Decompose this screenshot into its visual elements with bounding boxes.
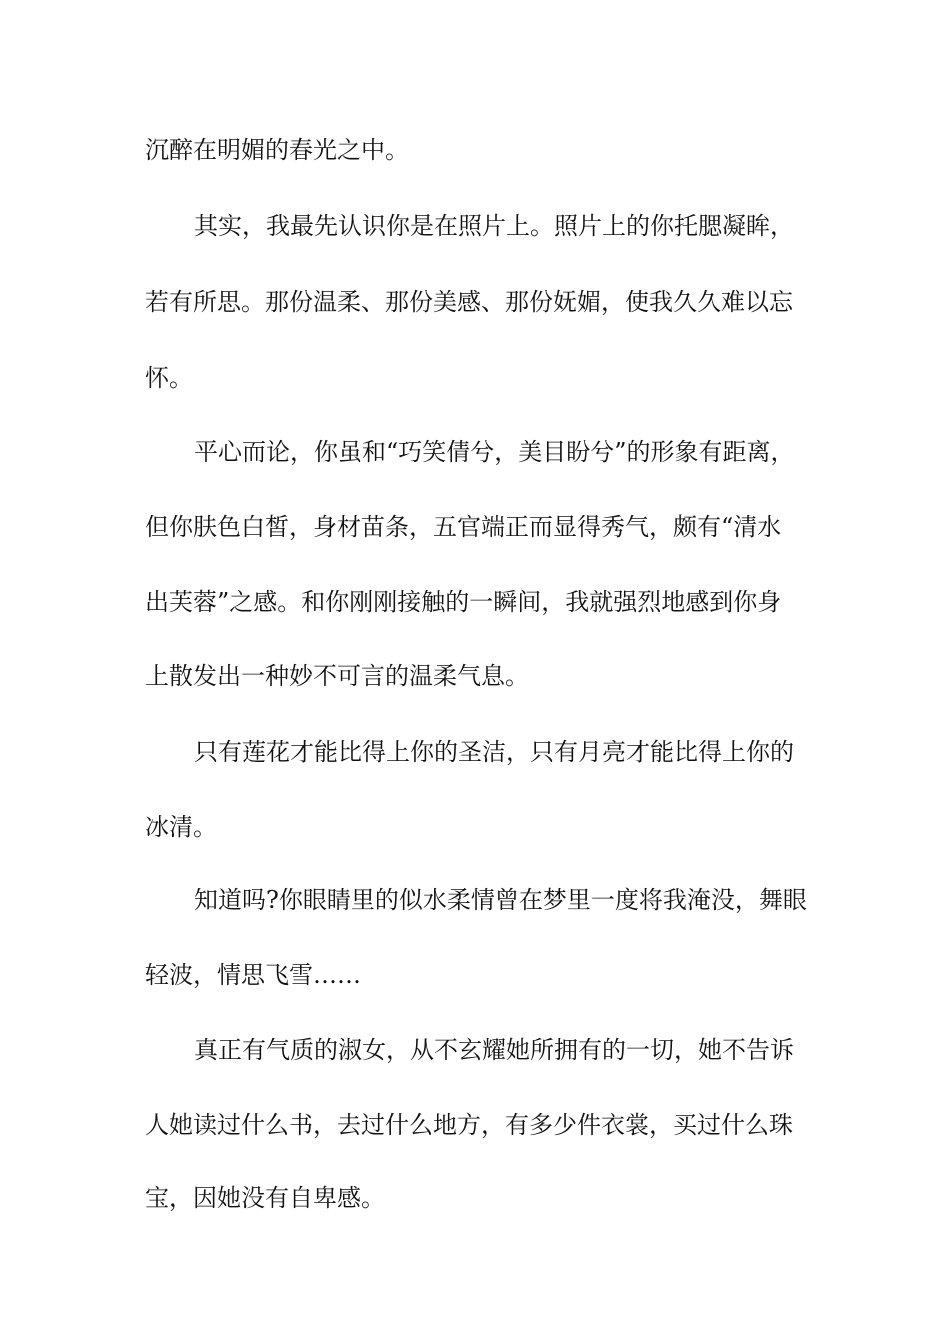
text-line: 但你肤色白皙，身材苗条，五官端正而显得秀气，颇有“清水 bbox=[145, 513, 782, 541]
text-line: 上散发出一种妙不可言的温柔气息。 bbox=[145, 662, 529, 690]
text-line: 出芙蓉”之感。和你刚刚接触的一瞬间，我就强烈地感到你身 bbox=[145, 588, 782, 616]
text-line: 人她读过什么书，去过什么地方，有多少件衣裳，买过什么珠 bbox=[145, 1111, 793, 1139]
text-line: 怀。 bbox=[145, 364, 193, 392]
text-line: 只有莲花才能比得上你的圣洁，只有月亮才能比得上你的 bbox=[194, 738, 794, 766]
text-line: 知道吗?你眼睛里的似水柔情曾在梦里一度将我淹没，舞眼 bbox=[194, 886, 807, 914]
text-line: 其实，我最先认识你是在照片上。照片上的你托腮凝眸， bbox=[194, 212, 794, 240]
text-line: 若有所思。那份温柔、那份美感、那份妩媚，使我久久难以忘 bbox=[145, 288, 793, 316]
text-line: 沉醉在明媚的春光之中。 bbox=[145, 136, 409, 164]
text-line: 冰清。 bbox=[145, 813, 217, 841]
text-line: 轻波，情思飞雪…… bbox=[145, 961, 361, 989]
text-line: 真正有气质的淑女，从不玄耀她所拥有的一切，她不告诉 bbox=[194, 1036, 794, 1064]
text-line: 平心而论，你虽和“巧笑倩兮，美目盼兮”的形象有距离， bbox=[194, 438, 795, 466]
text-line: 宝，因她没有自卑感。 bbox=[145, 1184, 385, 1212]
